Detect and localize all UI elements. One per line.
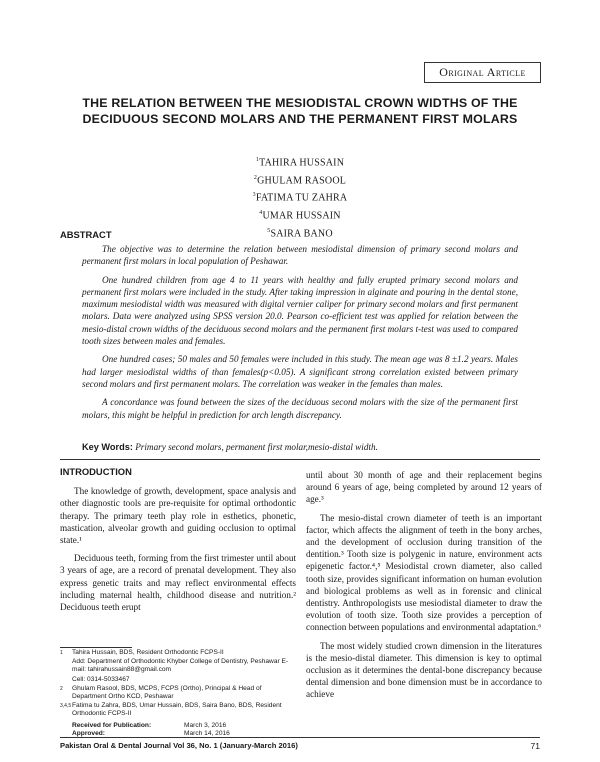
- body-paragraph: The mesio-distal crown diameter of teeth is an important factor, which affects the alignment of teeth in the bony arches, and the development of occlusion during transition of the dentition.³ Tooth size is polygenic in nature, environment acts epigenetic factor.⁴,⁵ Mesiodistal crown diameter, also called tooth size, provides significant information on human evolution and biological problems as well as in forensic and clinical dentistry. Anthropologists use mesiodistal diameter to draw the evolution of tooth size. Tooth size provides a perception of connection between populations and environmental adaptation.⁶: [306, 512, 542, 633]
- journal-citation: Pakistan Oral & Dental Journal Vol 36, No. 1 (January-March 2016): [60, 741, 298, 750]
- footnote: 1 Tahira Hussain, BDS, Resident Orthodontic FCPS-II: [60, 649, 224, 656]
- page-number: 71: [530, 741, 540, 751]
- abstract-paragraph: The objective was to determine the relation between mesiodistal dimension of primary second molars and permanent first molars in local population of Peshawar.: [82, 244, 518, 267]
- footer-divider: [60, 737, 540, 738]
- article-title: THE RELATION BETWEEN THE MESIODISTAL CROWN WIDTHS OF THE DECIDUOUS SECOND MOLARS AND THE PERMANENT FIRST MOLARS: [82, 96, 518, 126]
- abstract-paragraph: A concordance was found between the sizes of the deciduous second molars with the size of the permanent first molars, this might be helpful in prediction for arch length discrepancy.: [82, 397, 518, 420]
- author: $^2$GHULAM RASOOL: [253, 174, 347, 186]
- body-paragraph: until about 30 month of age and their replacement begins around 6 years of age, being completed by around 12 years of age.³: [306, 470, 542, 505]
- introduction-heading: INTRODUCTION: [60, 466, 132, 477]
- footnote: Cell: 0314-5033467: [72, 675, 130, 683]
- keywords-label: Key Words:: [82, 442, 133, 452]
- section-divider: [60, 459, 540, 460]
- keywords: [82, 441, 522, 453]
- article-type-label: Original Article: [424, 62, 541, 83]
- footnote: Add: Department of Orthodontic Khyber College of Dentistry, Peshawar E-mail: tahirahussain88@gmail.com: [72, 658, 289, 674]
- author: $^5$SAIRA BANO: [267, 227, 333, 239]
- footnote: 3,4,5 Fatima tu Zahra, BDS, Umar Hussain, BDS, Saira Bano, BDS, Resident Orthodontic FCPS-II: [60, 702, 282, 718]
- right-column: [306, 469, 542, 707]
- author: $^4$UMAR HUSSAIN: [259, 209, 341, 222]
- abstract-body: [82, 243, 518, 427]
- body-paragraph: Deciduous teeth, forming from the first trimester until about 3 years of age, are a record of prenatal development. They also express genetic traits and may reflect environmental effects including maternal health, childhood disease and nutrition.² Deciduous teeth erupt: [60, 553, 296, 613]
- publication-dates: [60, 722, 296, 738]
- abstract-paragraph: One hundred cases; 50 males and 50 females were included in this study. The mean age was 8 ±1.2 years. Males had larger mesiodistal widths of than females(p<0.05). A significant strong correlation existed between primary second molars and first permanent molars. The correlation was weaker in the females than males.: [82, 354, 518, 389]
- date-row: Received for Publication: March 3, 2016: [72, 721, 227, 729]
- author: $^1$TAHIRA HUSSAIN: [255, 157, 345, 169]
- body-paragraph: The knowledge of growth, development, space analysis and other diagnostic tools are pre-requisite for optimal orthodontic therapy. The primary teeth play role in esthetics, phonetic, mastication, alveolar growth and guiding occlusion to optimal state.¹: [60, 486, 296, 546]
- footnote-divider: [60, 647, 132, 648]
- abstract-heading: ABSTRACT: [60, 229, 112, 240]
- body-paragraph: The most widely studied crown dimension in the literatures is the mesio-distal diameter. This dimension is key to optimal occlusion as it determines the dental-bone discrepancy because dental dimension and bone dimension must be in accordance to achieve: [306, 640, 542, 700]
- abstract-paragraph: One hundred children from age 4 to 11 years with healthy and fully erupted primary second molars and permanent first molars were included in the study. After taking impression in alginate and pouring in the dental stone, maximum mesiodistal width was measured with digital vernier caliper for primary second molars and first permanent molars. Data were analyzed using SPSS version 20.0. Pearson co-efficient test was applied for relation between the mesio-distal crown widths of the deciduous second molars and the permanent first molars t-test was used to compared tooth sizes between males and females.: [82, 274, 518, 347]
- page-footer: [60, 741, 540, 750]
- date-row: Approved: March 14, 2016: [72, 729, 230, 737]
- author: $^3$FATIMA TU ZAHRA: [252, 192, 348, 204]
- keywords-text: Primary second molars, permanent first molar,mesio-distal width.: [135, 442, 378, 452]
- left-column: [60, 466, 296, 619]
- footnotes: [60, 649, 296, 738]
- author-list: [200, 153, 400, 241]
- footnote: 2 Ghulam Rasool, BDS, MCPS, FCPS (Ortho), Principal & Head of Department Ortho KCD, Peshawar: [60, 684, 262, 701]
